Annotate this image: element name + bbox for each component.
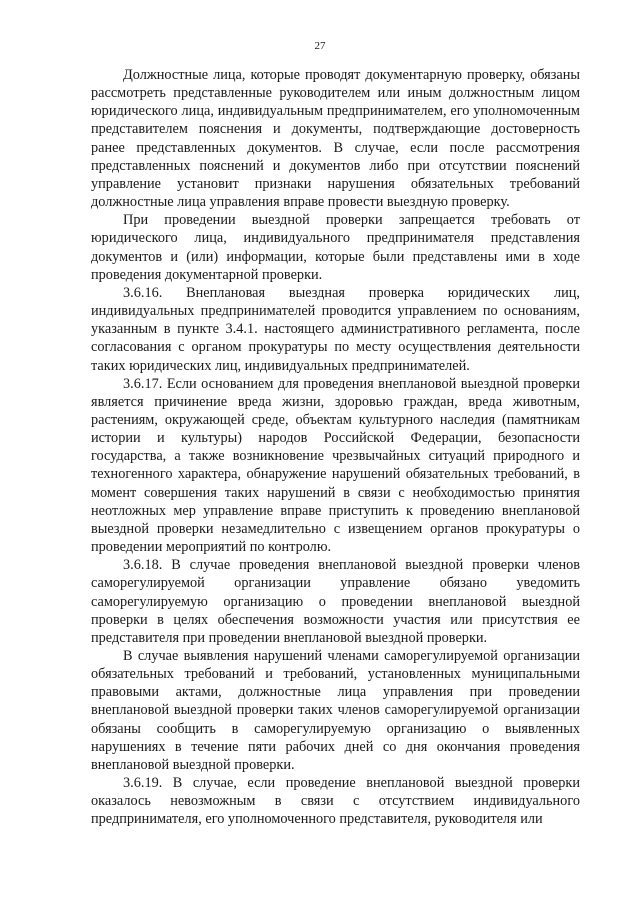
page-number: 27 — [314, 40, 326, 52]
paragraph-on-site-prohibition: При проведении выездной проверки запрещается требовать от юридического лица, индивидуального предпринимателя представления документов и (или) информации, которые были представлены ими в ходе проведения документарной проверки. — [91, 212, 580, 283]
page-body — [91, 66, 580, 829]
paragraph-3-6-16: 3.6.16. Внеплановая выездная проверка юридических лиц, индивидуальных предпринимателей проводится управлением по основаниям, указанным в пункте 3.4.1. настоящего административного регламента, после согласования с органом прокуратуры по месту осуществления деятельности таких юридических лиц, индивидуальных предпринимателей. — [91, 284, 580, 374]
paragraph-sro-violations: В случае выявления нарушений членами саморегулируемой организации обязательных требований и требований, установленных муниципальными правовыми актами, должностные лица управления при проведении внеплановой выездной проверки таких членов саморегулируемой организации обязаны сообщить в саморегулируемую организацию о выявленных нарушениях в течение пяти рабочих дней со дня окончания проведения внеплановой выездной проверки. — [91, 648, 580, 773]
paragraph-document-review: Должностные лица, которые проводят документарную проверку, обязаны рассмотреть представленные руководителем или иным должностным лицом юридического лица, индивидуальным предпринимателем, его уполномоченным представителем пояснения и документы, подтверждающие достоверность ранее представленных документов. В случае, если после рассмотрения представленных пояснений и документов либо при отсутствии пояснений управление установит признаки нарушения обязательных требований должностные лица управления вправе провести выездную проверку. — [91, 67, 580, 211]
paragraph-3-6-17: 3.6.17. Если основанием для проведения внеплановой выездной проверки является причинение вреда жизни, здоровью граждан, вреда животным, растениям, окружающей среде, объектам культурного наследия (памятникам истории и культуры) народов Российской Федерации, безопасности государства, а также возникновение чрезвычайных ситуаций природного и техногенного характера, обнаружение нарушений обязательных требований, в момент совершения таких нарушений в связи с необходимостью принятия неотложных мер управление вправе приступить к проведению внеплановой выездной проверки незамедлительно с извещением органов прокуратуры о проведении мероприятий по контролю. — [91, 375, 580, 556]
paragraph-3-6-18: 3.6.18. В случае проведения внеплановой выездной проверки членов саморегулируемой организации управление обязано уведомить саморегулируемую организацию о проведении внеплановой выездной проверки в целях обеспечения возможности участия или присутствия ее представителя при проведении внеплановой выездной проверки. — [91, 557, 580, 646]
paragraph-3-6-19: 3.6.19. В случае, если проведение внеплановой выездной проверки оказалось невозможным в связи с отсутствием индивидуального предпринимателя, его уполномоченного представителя, руководителя или — [91, 775, 580, 828]
